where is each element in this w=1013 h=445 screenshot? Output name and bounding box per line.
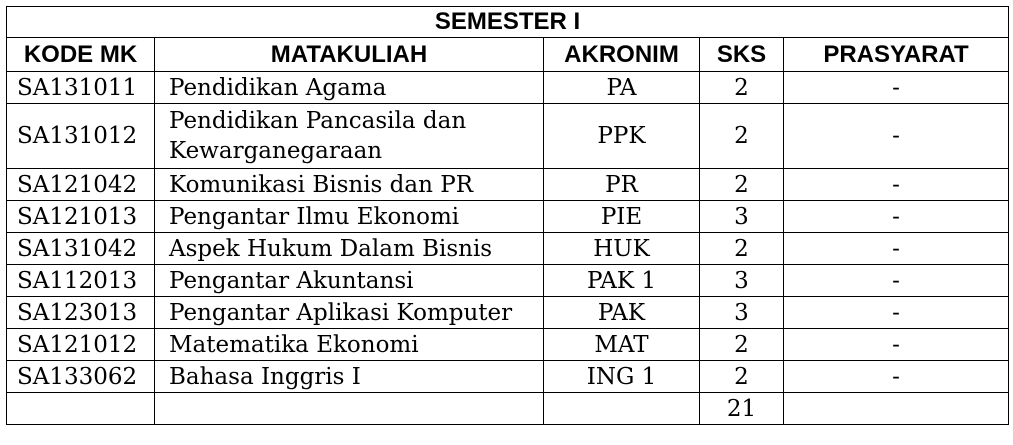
cell-sks: 2 <box>700 361 784 393</box>
cell-akronim: PIE <box>544 201 700 233</box>
table-row <box>7 201 1009 233</box>
cell-matakuliah: Matematika Ekonomi <box>155 329 544 361</box>
cell-prasyarat: - <box>784 201 1009 233</box>
cell-akronim: ING 1 <box>544 361 700 393</box>
cell-matakuliah: Aspek Hukum Dalam Bisnis <box>155 233 544 265</box>
header-kode-mk: KODE MK <box>7 38 155 72</box>
total-empty-cell <box>784 393 1009 425</box>
table-row <box>7 361 1009 393</box>
cell-matakuliah: Pengantar Ilmu Ekonomi <box>155 201 544 233</box>
total-row <box>7 393 1009 425</box>
cell-akronim: PAK 1 <box>544 265 700 297</box>
cell-matakuliah: Bahasa Inggris I <box>155 361 544 393</box>
header-matakuliah: MATAKULIAH <box>155 38 544 72</box>
cell-prasyarat: - <box>784 233 1009 265</box>
table-row <box>7 329 1009 361</box>
cell-akronim: PA <box>544 72 700 104</box>
cell-matakuliah-line-1: Pendidikan Pancasila dan <box>169 108 467 134</box>
semester-course-table <box>6 6 1009 425</box>
table-row <box>7 233 1009 265</box>
table-row <box>7 265 1009 297</box>
cell-akronim: MAT <box>544 329 700 361</box>
cell-sks: 2 <box>700 233 784 265</box>
cell-kode-mk: SA123013 <box>7 297 155 329</box>
cell-prasyarat: - <box>784 169 1009 201</box>
cell-matakuliah-line-2: Kewarganegaraan <box>169 138 383 164</box>
cell-prasyarat: - <box>784 72 1009 104</box>
cell-kode-mk: SA133062 <box>7 361 155 393</box>
cell-kode-mk: SA121013 <box>7 201 155 233</box>
total-empty-cell <box>155 393 544 425</box>
header-prasyarat: PRASYARAT <box>784 38 1009 72</box>
cell-prasyarat: - <box>784 104 1009 169</box>
table-row <box>7 104 1009 169</box>
cell-matakuliah <box>155 104 544 169</box>
cell-kode-mk: SA121042 <box>7 169 155 201</box>
total-sks: 21 <box>700 393 784 425</box>
cell-prasyarat: - <box>784 361 1009 393</box>
cell-sks: 3 <box>700 297 784 329</box>
cell-akronim: PR <box>544 169 700 201</box>
cell-sks: 2 <box>700 72 784 104</box>
cell-prasyarat: - <box>784 265 1009 297</box>
cell-kode-mk: SA112013 <box>7 265 155 297</box>
cell-sks: 2 <box>700 104 784 169</box>
cell-prasyarat: - <box>784 329 1009 361</box>
table-header-row <box>7 38 1009 72</box>
cell-kode-mk: SA131012 <box>7 104 155 169</box>
cell-matakuliah: Komunikasi Bisnis dan PR <box>155 169 544 201</box>
header-akronim: AKRONIM <box>544 38 700 72</box>
table-title-row <box>7 7 1009 38</box>
cell-kode-mk: SA131011 <box>7 72 155 104</box>
cell-akronim: PAK <box>544 297 700 329</box>
cell-matakuliah: Pengantar Aplikasi Komputer <box>155 297 544 329</box>
cell-sks: 2 <box>700 169 784 201</box>
cell-kode-mk: SA121012 <box>7 329 155 361</box>
semester-title: SEMESTER I <box>7 7 1009 38</box>
table-row <box>7 72 1009 104</box>
cell-sks: 3 <box>700 201 784 233</box>
cell-sks: 3 <box>700 265 784 297</box>
total-empty-cell <box>7 393 155 425</box>
cell-kode-mk: SA131042 <box>7 233 155 265</box>
total-empty-cell <box>544 393 700 425</box>
cell-matakuliah: Pengantar Akuntansi <box>155 265 544 297</box>
header-sks: SKS <box>700 38 784 72</box>
cell-akronim: HUK <box>544 233 700 265</box>
cell-akronim: PPK <box>544 104 700 169</box>
cell-sks: 2 <box>700 329 784 361</box>
table-row <box>7 169 1009 201</box>
cell-matakuliah: Pendidikan Agama <box>155 72 544 104</box>
cell-prasyarat: - <box>784 297 1009 329</box>
table-row <box>7 297 1009 329</box>
